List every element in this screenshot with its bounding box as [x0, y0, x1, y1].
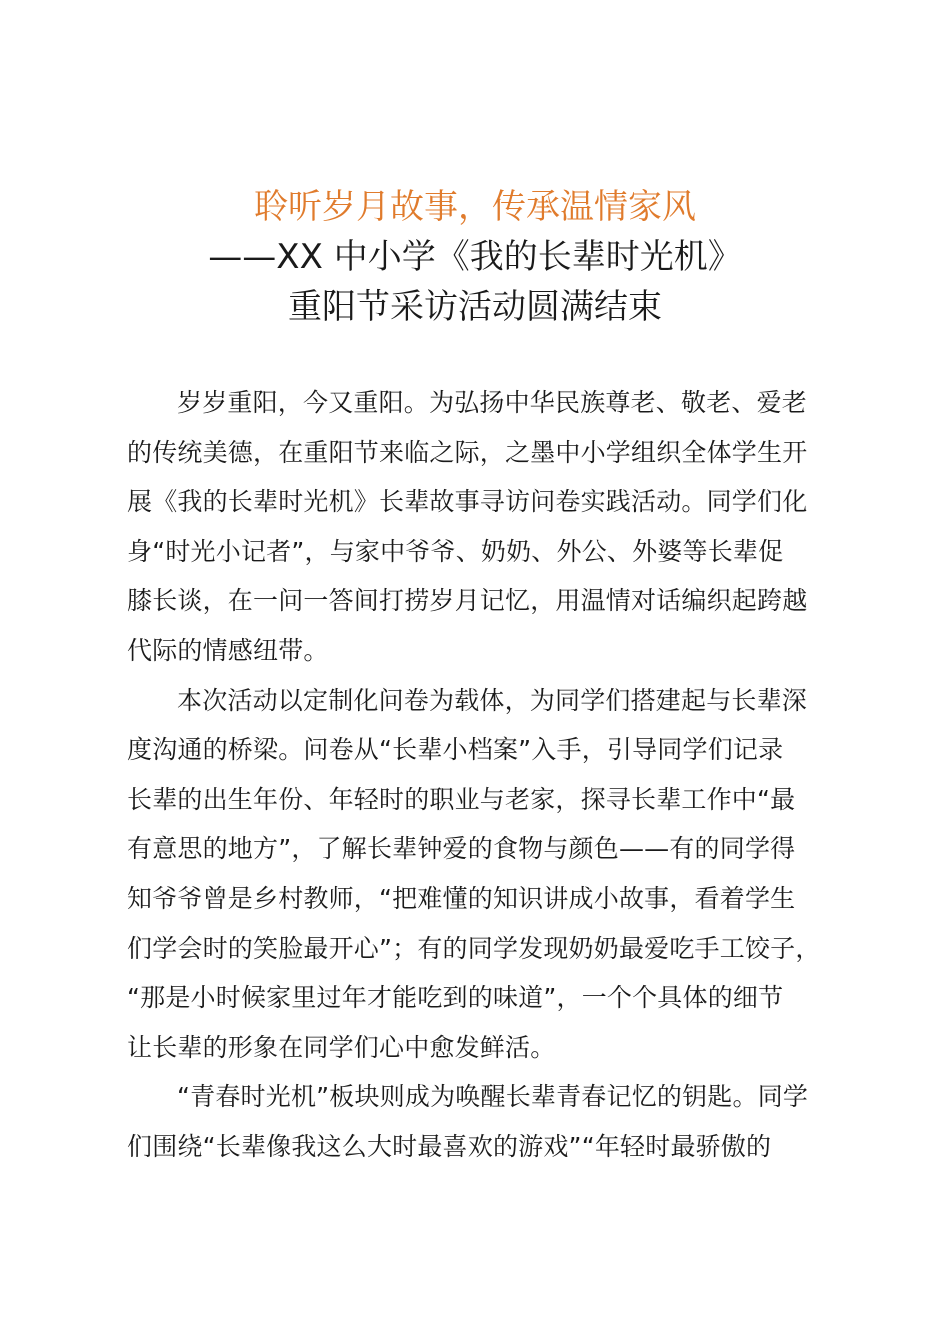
paragraph-2-line: 知爷爷曾是乡村教师，“把难懂的知识讲成小故事，看着学生 [127, 883, 796, 913]
paragraph-1-line: 岁岁重阳，今又重阳。为弘扬中华民族尊老、敬老、爱老 [177, 388, 808, 417]
paragraph-3-line: 们围绕“长辈像我这么大时最喜欢的游戏”“年轻时最骄傲的 [127, 1131, 772, 1161]
paragraph-2-line: 们学会时的笑脸最开心”；有的同学发现奶奶最爱吃手工饺子， [127, 933, 821, 963]
paragraph-2-line: 让长辈的形象在同学们心中愈发鲜活。 [127, 1032, 556, 1062]
paragraph-1-line: 的传统美德，在重阳节来临之际，之墨中小学组织全体学生开 [127, 437, 808, 467]
paragraph-2-line: 有意思的地方”，了解长辈钟爱的食物与颜色——有的同学得 [127, 834, 796, 864]
paragraph-2-line: 长辈的出生年份、年轻时的职业与老家，探寻长辈工作中“最 [127, 784, 796, 814]
paragraph-1-line: 代际的情感纽带。 [127, 635, 329, 665]
subtitle-line-1: ——XX 中小学《我的长辈时光机》 [208, 237, 742, 277]
paragraph-1-line: 膝长谈，在一问一答间打捞岁月记忆，用温情对话编织起跨越 [127, 586, 808, 616]
main-title: 聆听岁月故事，传承温情家风 [254, 187, 696, 227]
paragraph-2-line: 度沟通的桥梁。问卷从“长辈小档案”入手，引导同学们记录 [127, 735, 784, 765]
paragraph-3-line: “青春时光机”板块则成为唤醒长辈青春记忆的钥匙。同学 [177, 1082, 809, 1112]
article-body [127, 378, 833, 1172]
subtitle-line-2: 重阳节采访活动圆满结束 [288, 287, 662, 327]
paragraph-2-line: “那是小时候家里过年才能吃到的味道”，一个个具体的细节 [127, 983, 784, 1013]
paragraph-2-line: 本次活动以定制化问卷为载体，为同学们搭建起与长辈深 [177, 685, 808, 715]
paragraph-1-line: 身“时光小记者”，与家中爷爷、奶奶、外公、外婆等长辈促 [127, 536, 784, 566]
paragraph-1-line: 展《我的长辈时光机》长辈故事寻访问卷实践活动。同学们化 [127, 487, 808, 517]
title-block [0, 182, 950, 332]
